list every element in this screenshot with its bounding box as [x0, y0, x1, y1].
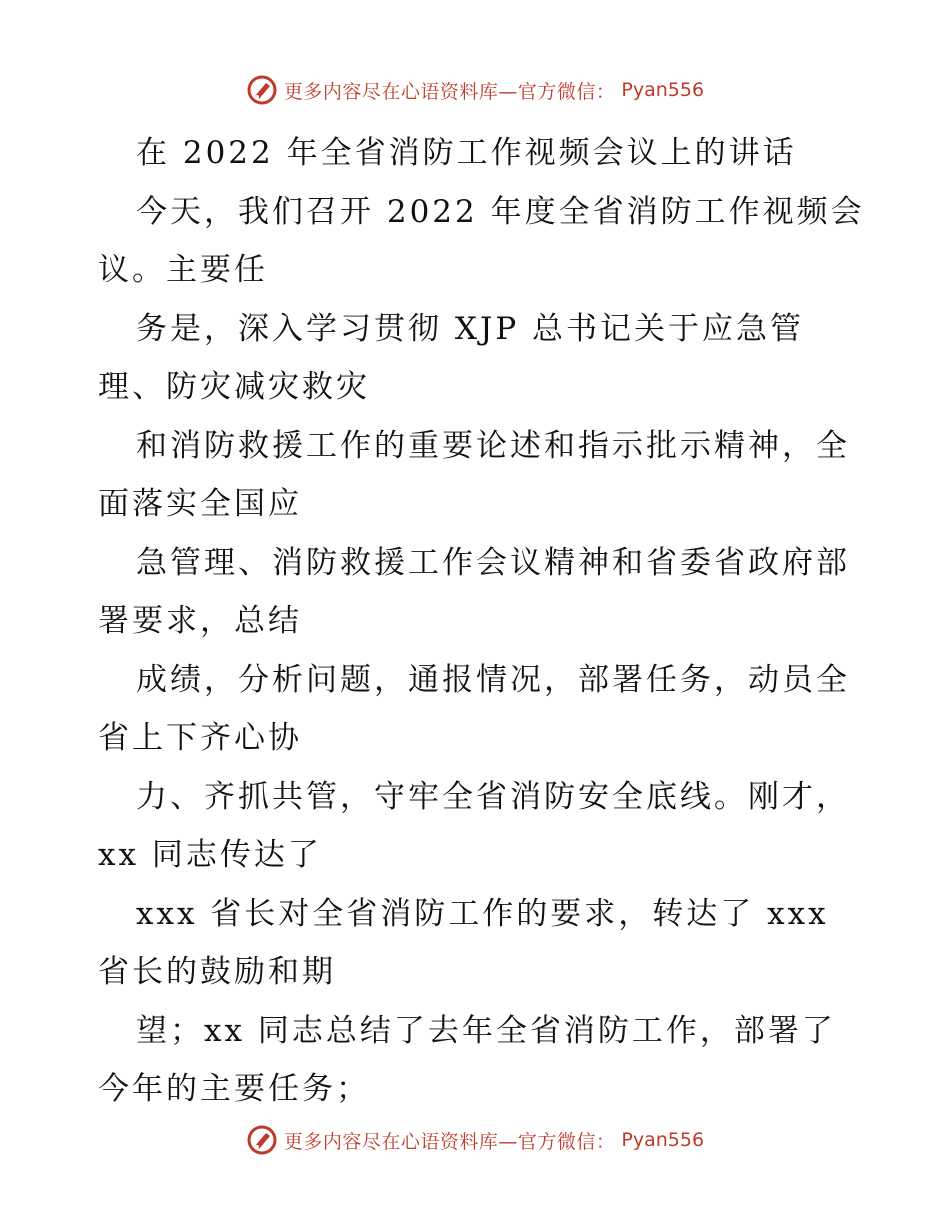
document-body	[98, 124, 865, 1119]
paragraph-line: 望；xx 同志总结了去年全省消防工作，部署了	[136, 1012, 836, 1049]
paragraph-line: 务是，深入学习贯彻 XJP 总书记关于应急管	[136, 310, 805, 347]
pen-circle-logo-icon	[246, 1124, 278, 1156]
paragraph-line: 省上下齐心协	[98, 720, 302, 756]
header-banner	[0, 72, 950, 108]
pen-circle-logo-icon	[246, 74, 278, 106]
paragraph-line: 力、齐抓共管，守牢全省消防安全底线。刚才，	[136, 778, 850, 815]
paragraph-line: 署要求，总结	[98, 603, 302, 639]
paragraph-line: xxx 省长对全省消防工作的要求，转达了 xxx	[136, 895, 829, 932]
paragraph-line: 议。主要任	[98, 252, 268, 288]
banner-wechat-id: Pyan556	[621, 79, 705, 101]
paragraph-line: 今天，我们召开 2022 年度全省消防工作视频会	[136, 193, 865, 230]
paragraph-line: 面落实全国应	[98, 486, 302, 522]
document-title: 在 2022 年全省消防工作视频会议上的讲话	[136, 135, 797, 171]
banner-text: 更多内容尽在心语资料库—官方微信：	[283, 1130, 616, 1153]
footer-banner	[0, 1122, 950, 1158]
paragraph-line: 和消防救援工作的重要论述和指示批示精神，全	[136, 427, 850, 464]
paragraph-line: 省长的鼓励和期	[98, 954, 336, 990]
paragraph-line: xx 同志传达了	[98, 837, 322, 873]
paragraph-line: 理、防灾减灾救灾	[98, 369, 370, 405]
paragraph-line: 今年的主要任务；	[98, 1071, 370, 1107]
paragraph-line: 成绩，分析问题，通报情况，部署任务，动员全	[136, 661, 850, 698]
banner-wechat-id: Pyan556	[621, 1129, 705, 1151]
paragraph-line: 急管理、消防救援工作会议精神和省委省政府部	[136, 544, 850, 581]
banner-text: 更多内容尽在心语资料库—官方微信：	[283, 80, 616, 103]
